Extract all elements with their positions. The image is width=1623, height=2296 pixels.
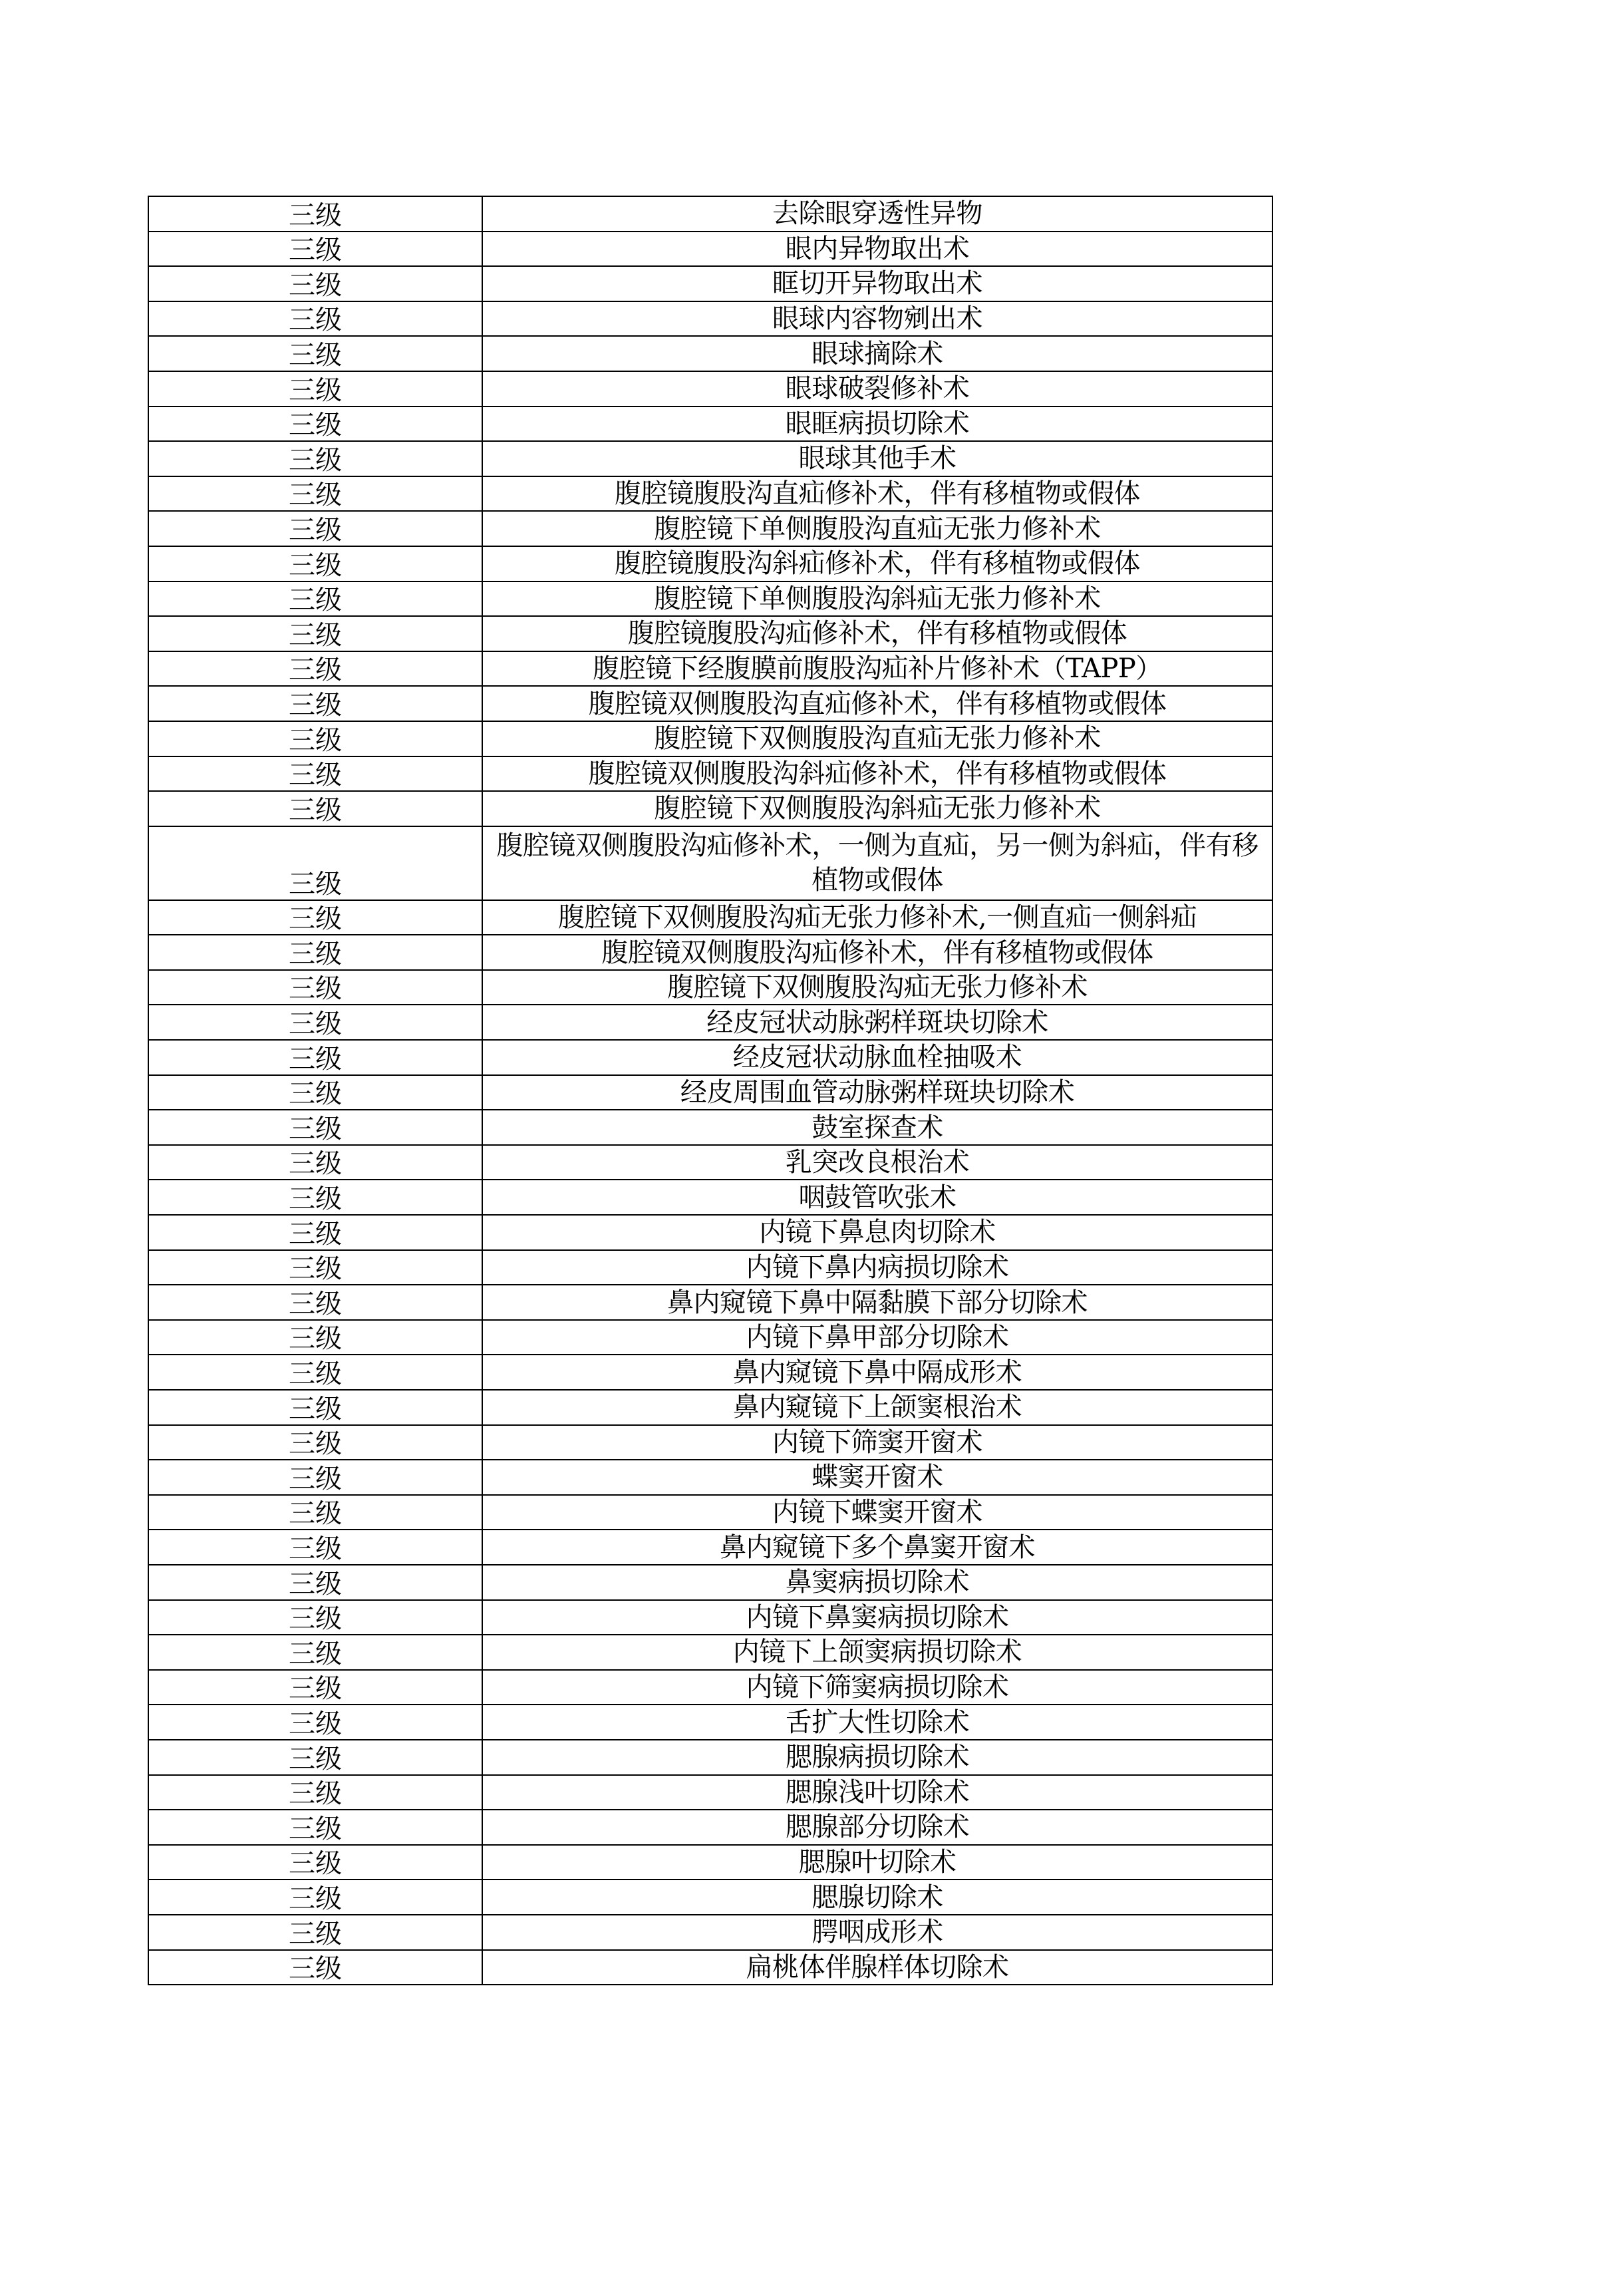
level-cell: 三级 (148, 1600, 482, 1635)
table-row (148, 301, 1272, 337)
procedure-cell: 眼球摘除术 (482, 336, 1272, 371)
level-cell: 三级 (148, 407, 482, 442)
table-row (148, 1565, 1272, 1600)
procedure-cell: 经皮冠状动脉血栓抽吸术 (482, 1040, 1272, 1075)
procedure-cell: 鼻内窥镜下鼻中隔成形术 (482, 1355, 1272, 1390)
procedure-cell: 扁桃体伴腺样体切除术 (482, 1950, 1272, 1985)
level-cell: 三级 (148, 1950, 482, 1985)
table-row (148, 232, 1272, 267)
level-cell: 三级 (148, 935, 482, 970)
procedure-cell: 内镜下鼻息肉切除术 (482, 1215, 1272, 1250)
procedure-cell: 腹腔镜双侧腹股沟疝修补术，一侧为直疝，另一侧为斜疝，伴有移植物或假体 (482, 826, 1272, 900)
table-row (148, 407, 1272, 442)
level-cell: 三级 (148, 1705, 482, 1740)
level-cell: 三级 (148, 1145, 482, 1180)
table-row (148, 266, 1272, 301)
level-cell: 三级 (148, 686, 482, 721)
table-row (148, 1145, 1272, 1180)
table-row (148, 1180, 1272, 1215)
level-cell: 三级 (148, 1180, 482, 1215)
procedure-cell: 腹腔镜下双侧腹股沟疝无张力修补术,一侧直疝一侧斜疝 (482, 900, 1272, 935)
level-cell: 三级 (148, 1005, 482, 1040)
procedure-cell: 腹腔镜腹股沟疝修补术，伴有移植物或假体 (482, 616, 1272, 651)
table-row (148, 336, 1272, 371)
procedure-cell: 内镜下鼻甲部分切除术 (482, 1320, 1272, 1355)
procedure-cell: 舌扩大性切除术 (482, 1705, 1272, 1740)
level-cell: 三级 (148, 970, 482, 1005)
table-row (148, 1110, 1272, 1145)
table-row (148, 1460, 1272, 1495)
table-row (148, 1320, 1272, 1355)
procedure-cell: 腹腔镜双侧腹股沟疝修补术，伴有移植物或假体 (482, 935, 1272, 970)
table-row (148, 1635, 1272, 1670)
level-cell: 三级 (148, 1670, 482, 1705)
procedure-cell: 乳突改良根治术 (482, 1145, 1272, 1180)
procedure-cell: 腮腺病损切除术 (482, 1740, 1272, 1775)
level-cell: 三级 (148, 336, 482, 371)
procedure-cell: 眶切开异物取出术 (482, 266, 1272, 301)
level-cell: 三级 (148, 616, 482, 651)
level-cell: 三级 (148, 1565, 482, 1600)
level-cell: 三级 (148, 511, 482, 546)
level-cell: 三级 (148, 476, 482, 512)
level-cell: 三级 (148, 1425, 482, 1460)
table-row (148, 511, 1272, 546)
table-row (148, 1845, 1272, 1880)
procedure-cell: 腮腺切除术 (482, 1880, 1272, 1915)
table-row (148, 196, 1272, 232)
procedure-cell: 内镜下筛窦病损切除术 (482, 1670, 1272, 1705)
table-row (148, 1530, 1272, 1565)
table-row (148, 651, 1272, 687)
procedure-cell: 腮腺叶切除术 (482, 1845, 1272, 1880)
procedure-cell: 去除眼穿透性异物 (482, 196, 1272, 232)
level-cell: 三级 (148, 791, 482, 826)
level-cell: 三级 (148, 651, 482, 687)
table-row (148, 1040, 1272, 1075)
table-row (148, 1285, 1272, 1320)
procedure-cell: 腹腔镜下双侧腹股沟疝无张力修补术 (482, 970, 1272, 1005)
level-cell: 三级 (148, 1390, 482, 1425)
table-row (148, 1775, 1272, 1810)
procedure-cell: 经皮周围血管动脉粥样斑块切除术 (482, 1075, 1272, 1110)
level-cell: 三级 (148, 232, 482, 267)
procedure-cell: 内镜下鼻内病损切除术 (482, 1250, 1272, 1285)
procedure-cell: 鼻窦病损切除术 (482, 1565, 1272, 1600)
table-row (148, 616, 1272, 651)
level-cell: 三级 (148, 1740, 482, 1775)
table-row (148, 1740, 1272, 1775)
level-cell: 三级 (148, 546, 482, 581)
table-row (148, 1250, 1272, 1285)
table-row (148, 1810, 1272, 1845)
procedure-cell: 内镜下上颌窦病损切除术 (482, 1635, 1272, 1670)
procedure-cell: 内镜下筛窦开窗术 (482, 1425, 1272, 1460)
table-row (148, 1880, 1272, 1915)
procedure-cell: 腹腔镜下单侧腹股沟斜疝无张力修补术 (482, 581, 1272, 617)
level-cell: 三级 (148, 1110, 482, 1145)
level-cell: 三级 (148, 1250, 482, 1285)
level-cell: 三级 (148, 1775, 482, 1810)
level-cell: 三级 (148, 1915, 482, 1950)
procedure-cell: 内镜下鼻窦病损切除术 (482, 1600, 1272, 1635)
level-cell: 三级 (148, 1460, 482, 1495)
procedure-table (148, 196, 1273, 1985)
level-cell: 三级 (148, 1040, 482, 1075)
procedure-cell: 眼球内容物剜出术 (482, 301, 1272, 337)
table-row (148, 1075, 1272, 1110)
procedure-cell: 腹腔镜双侧腹股沟直疝修补术，伴有移植物或假体 (482, 686, 1272, 721)
table-row (148, 1215, 1272, 1250)
procedure-cell: 鼻内窥镜下上颌窦根治术 (482, 1390, 1272, 1425)
table-row (148, 1915, 1272, 1950)
level-cell: 三级 (148, 1635, 482, 1670)
level-cell: 三级 (148, 1880, 482, 1915)
level-cell: 三级 (148, 371, 482, 407)
table-row (148, 1390, 1272, 1425)
level-cell: 三级 (148, 826, 482, 900)
table-row (148, 1005, 1272, 1040)
table-row (148, 1355, 1272, 1390)
procedure-cell: 鼓室探查术 (482, 1110, 1272, 1145)
level-cell: 三级 (148, 196, 482, 232)
level-cell: 三级 (148, 721, 482, 756)
procedure-cell: 内镜下蝶窦开窗术 (482, 1495, 1272, 1530)
level-cell: 三级 (148, 1285, 482, 1320)
level-cell: 三级 (148, 1355, 482, 1390)
table-row (148, 1670, 1272, 1705)
procedure-table-body (148, 196, 1272, 1985)
procedure-cell: 眼球破裂修补术 (482, 371, 1272, 407)
procedure-cell: 眼眶病损切除术 (482, 407, 1272, 442)
procedure-cell: 腹腔镜下双侧腹股沟斜疝无张力修补术 (482, 791, 1272, 826)
procedure-cell: 鼻内窥镜下多个鼻窦开窗术 (482, 1530, 1272, 1565)
table-row (148, 476, 1272, 512)
table-row (148, 441, 1272, 476)
procedure-cell: 眼球其他手术 (482, 441, 1272, 476)
table-row (148, 900, 1272, 935)
level-cell: 三级 (148, 1075, 482, 1110)
procedure-cell: 眼内异物取出术 (482, 232, 1272, 267)
level-cell: 三级 (148, 266, 482, 301)
table-row (148, 1705, 1272, 1740)
level-cell: 三级 (148, 1495, 482, 1530)
procedure-cell: 腹腔镜腹股沟斜疝修补术，伴有移植物或假体 (482, 546, 1272, 581)
procedure-cell: 腮腺浅叶切除术 (482, 1775, 1272, 1810)
procedure-cell: 鼻内窥镜下鼻中隔黏膜下部分切除术 (482, 1285, 1272, 1320)
level-cell: 三级 (148, 1215, 482, 1250)
table-row (148, 1495, 1272, 1530)
procedure-cell: 蝶窦开窗术 (482, 1460, 1272, 1495)
procedure-cell: 腹腔镜双侧腹股沟斜疝修补术，伴有移植物或假体 (482, 756, 1272, 792)
table-row (148, 970, 1272, 1005)
table-row (148, 791, 1272, 826)
procedure-cell: 腹腔镜下经腹膜前腹股沟疝补片修补术（TAPP） (482, 651, 1272, 687)
procedure-cell: 经皮冠状动脉粥样斑块切除术 (482, 1005, 1272, 1040)
table-row (148, 1425, 1272, 1460)
table-row (148, 721, 1272, 756)
table-row (148, 935, 1272, 970)
procedure-cell: 腹腔镜下双侧腹股沟直疝无张力修补术 (482, 721, 1272, 756)
level-cell: 三级 (148, 756, 482, 792)
procedure-cell: 腮腺部分切除术 (482, 1810, 1272, 1845)
procedure-cell: 腭咽成形术 (482, 1915, 1272, 1950)
level-cell: 三级 (148, 301, 482, 337)
table-row (148, 581, 1272, 617)
table-row (148, 546, 1272, 581)
level-cell: 三级 (148, 1530, 482, 1565)
level-cell: 三级 (148, 1845, 482, 1880)
table-row (148, 826, 1272, 900)
table-row (148, 1950, 1272, 1985)
procedure-cell: 腹腔镜腹股沟直疝修补术，伴有移植物或假体 (482, 476, 1272, 512)
level-cell: 三级 (148, 900, 482, 935)
procedure-cell: 咽鼓管吹张术 (482, 1180, 1272, 1215)
procedure-cell: 腹腔镜下单侧腹股沟直疝无张力修补术 (482, 511, 1272, 546)
level-cell: 三级 (148, 441, 482, 476)
level-cell: 三级 (148, 581, 482, 617)
level-cell: 三级 (148, 1320, 482, 1355)
level-cell: 三级 (148, 1810, 482, 1845)
table-row (148, 686, 1272, 721)
table-row (148, 756, 1272, 792)
table-row (148, 1600, 1272, 1635)
table-row (148, 371, 1272, 407)
